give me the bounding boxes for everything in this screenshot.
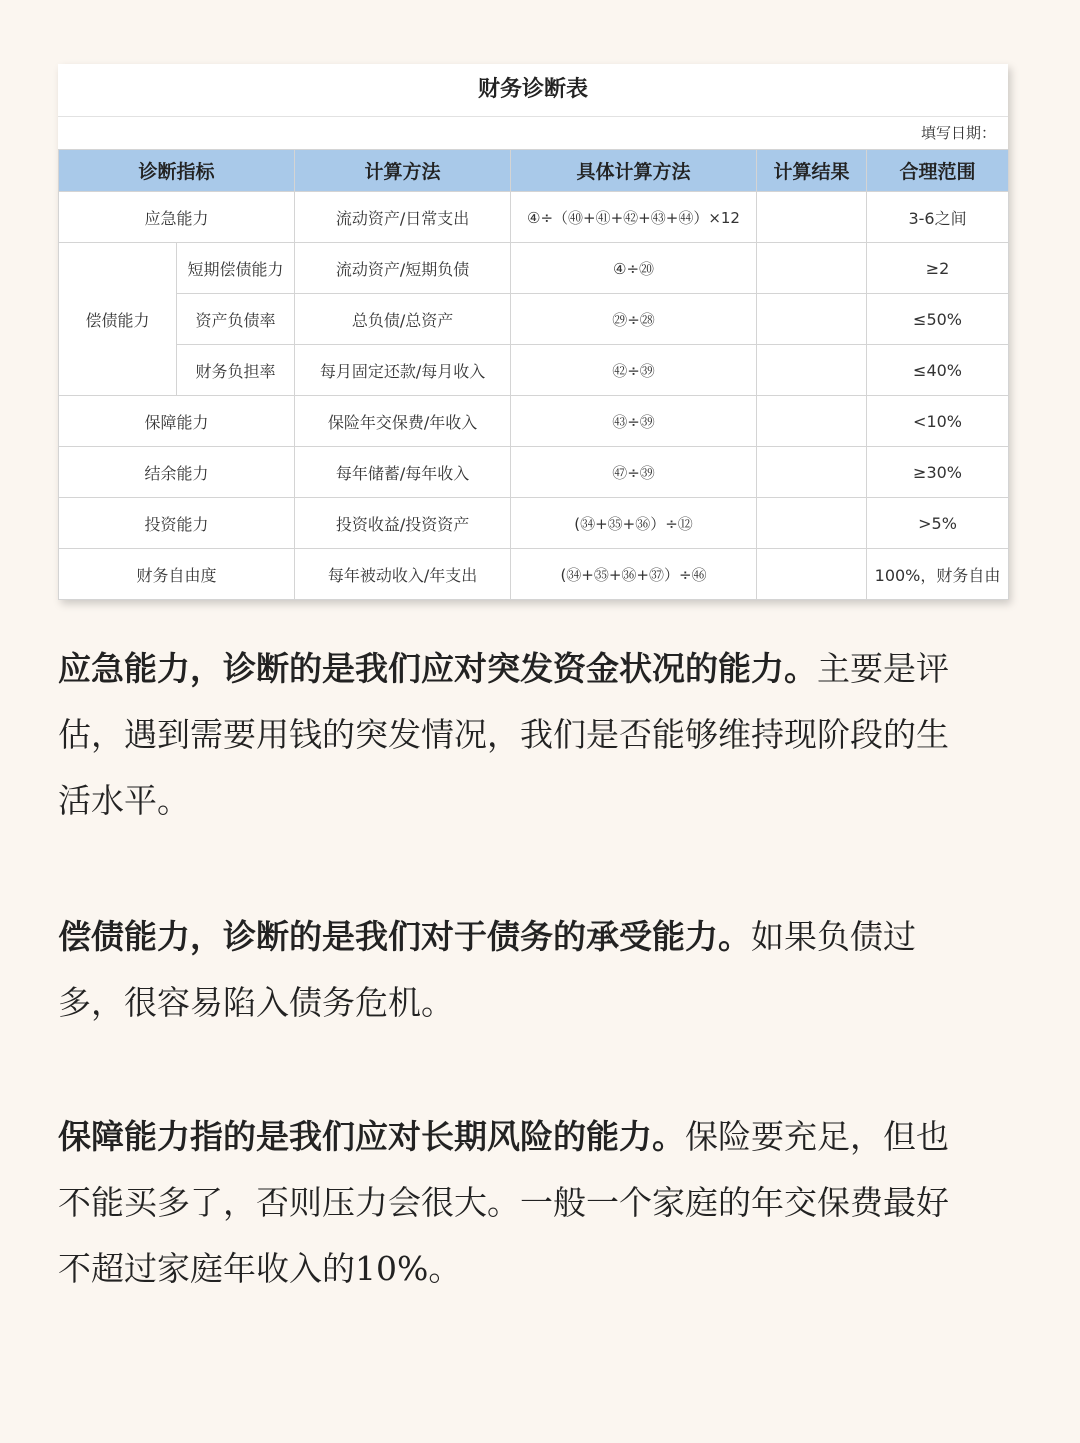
cell-result [757, 192, 867, 243]
table-row-investment [59, 498, 1009, 549]
fill-date-label: 填写日期： [920, 124, 996, 142]
paragraph-protection-lead: 保障能力指的是我们应对长期风险的能力。 [58, 1117, 685, 1156]
paragraph-solvency-lead: 偿债能力，诊断的是我们对于债务的承受能力。 [58, 917, 751, 956]
cell-range: 3-6之间 [867, 192, 1009, 243]
cell-range: <10% [867, 396, 1009, 447]
table-row-saving [59, 447, 1009, 498]
cell-method: 保险年交保费/年收入 [295, 396, 511, 447]
cell-range: ≥30% [867, 447, 1009, 498]
table-title: 财务诊断表 [58, 64, 1008, 117]
table-row-short-term-solvency [59, 243, 1009, 294]
cell-indicator: 结余能力 [59, 447, 295, 498]
paragraph-emergency-lead: 应急能力，诊断的是我们应对突发资金状况的能力。 [58, 649, 817, 688]
cell-range: ≤40% [867, 345, 1009, 396]
cell-method: 每月固定还款/每月收入 [295, 345, 511, 396]
cell-sub-indicator: 短期偿债能力 [177, 243, 295, 294]
cell-specific-method: ㊼÷㊴ [511, 447, 757, 498]
cell-indicator: 财务自由度 [59, 549, 295, 600]
cell-specific-method: (㉞+㉟+㊱）÷⑫ [511, 498, 757, 549]
table-row-emergency [59, 192, 1009, 243]
cell-indicator: 保障能力 [59, 396, 295, 447]
cell-specific-method: ㊷÷㊴ [511, 345, 757, 396]
cell-range: 100%，财务自由 [867, 549, 1009, 600]
cell-specific-method: (㉞+㉟+㊱+㊲）÷㊻ [511, 549, 757, 600]
cell-indicator: 应急能力 [59, 192, 295, 243]
header-result: 计算结果 [757, 150, 867, 192]
cell-result [757, 447, 867, 498]
table-row-financial-freedom [59, 549, 1009, 600]
paragraph-emergency [58, 636, 978, 834]
table-row-protection [59, 396, 1009, 447]
cell-result [757, 294, 867, 345]
table-row-debt-ratio [59, 294, 1009, 345]
paragraph-emergency-body: 主要是评估，遇到需要用钱的突发情况，我们是否能够维持现阶段的生活水平。 [58, 649, 949, 820]
table-row-financial-burden [59, 345, 1009, 396]
cell-indicator-solvency: 偿债能力 [59, 243, 177, 396]
header-method: 计算方法 [295, 150, 511, 192]
cell-sub-indicator: 财务负担率 [177, 345, 295, 396]
cell-specific-method: ④÷（㊵+㊶+㊷+㊸+㊹）×12 [511, 192, 757, 243]
header-range: 合理范围 [867, 150, 1009, 192]
cell-specific-method: ④÷⑳ [511, 243, 757, 294]
header-specific-method: 具体计算方法 [511, 150, 757, 192]
paragraph-solvency-body: 如果负债过多，很容易陷入债务危机。 [58, 917, 916, 1022]
cell-indicator: 投资能力 [59, 498, 295, 549]
cell-result [757, 345, 867, 396]
cell-method: 流动资产/短期负债 [295, 243, 511, 294]
cell-method: 每年被动收入/年支出 [295, 549, 511, 600]
cell-specific-method: ㉙÷㉘ [511, 294, 757, 345]
cell-range: ≥2 [867, 243, 1009, 294]
cell-range: >5% [867, 498, 1009, 549]
table-header-row [59, 150, 1009, 192]
cell-method: 投资收益/投资资产 [295, 498, 511, 549]
cell-method: 总负债/总资产 [295, 294, 511, 345]
cell-sub-indicator: 资产负债率 [177, 294, 295, 345]
cell-specific-method: ㊸÷㊴ [511, 396, 757, 447]
financial-diagnosis-table-card [58, 64, 1008, 600]
cell-range: ≤50% [867, 294, 1009, 345]
diagnosis-table [58, 149, 1009, 600]
cell-result [757, 549, 867, 600]
cell-method: 流动资产/日常支出 [295, 192, 511, 243]
cell-result [757, 396, 867, 447]
header-indicator: 诊断指标 [59, 150, 295, 192]
cell-method: 每年储蓄/每年收入 [295, 447, 511, 498]
cell-result [757, 498, 867, 549]
paragraph-protection-body: 保险要充足，但也不能买多了，否则压力会很大。一般一个家庭的年交保费最好不超过家庭年收入的10%。 [58, 1117, 949, 1288]
paragraph-solvency [58, 904, 978, 1036]
paragraph-protection [58, 1104, 978, 1302]
cell-result [757, 243, 867, 294]
